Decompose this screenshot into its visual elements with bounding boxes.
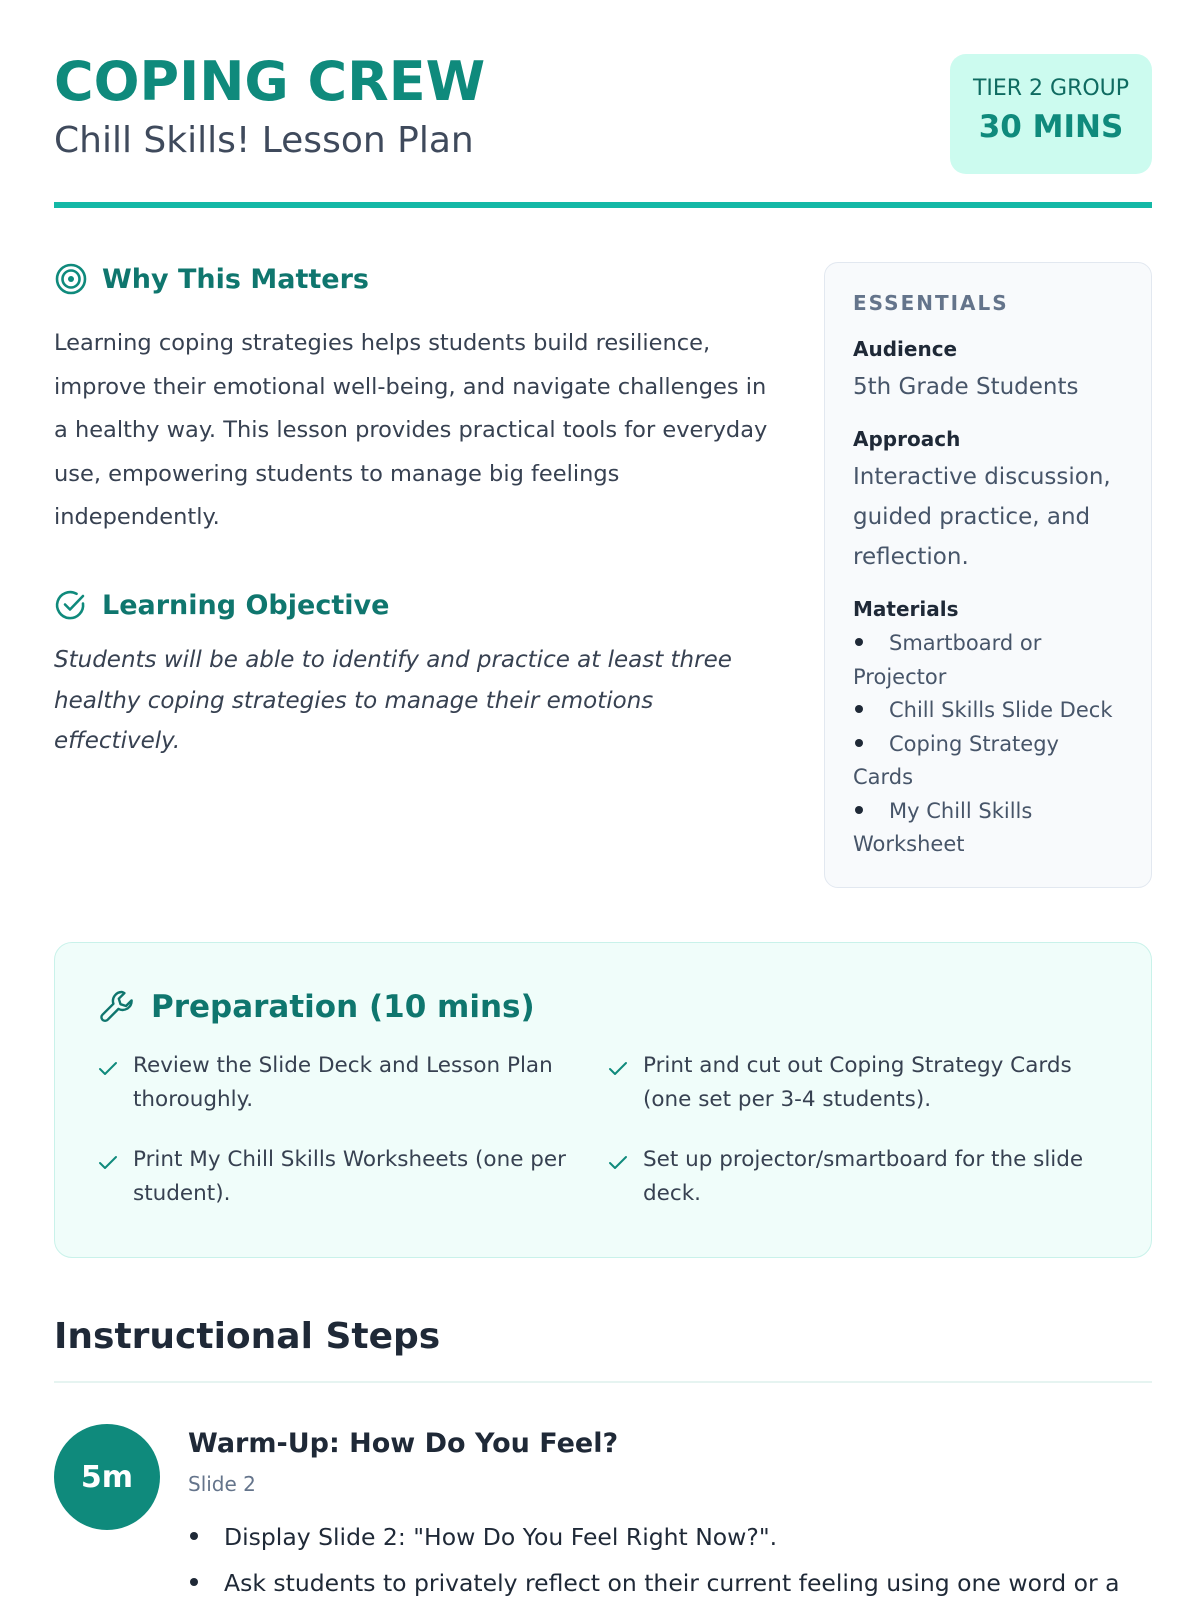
step-slide-ref: Slide 2 bbox=[188, 1472, 256, 1496]
wrench-icon bbox=[97, 987, 137, 1027]
check-icon bbox=[607, 1049, 643, 1117]
why-heading bbox=[54, 262, 369, 296]
steps-heading: Instructional Steps bbox=[54, 1316, 441, 1357]
essentials-heading: ESSENTIALS bbox=[853, 291, 1009, 315]
list-item: Smartboard or Projector bbox=[853, 631, 1042, 689]
header-divider bbox=[54, 202, 1152, 208]
check-icon bbox=[97, 1049, 133, 1117]
why-heading-label: Why This Matters bbox=[102, 263, 369, 295]
approach-value: Interactive discussion, guided practice, and reflection. bbox=[853, 464, 1111, 570]
steps-divider bbox=[54, 1381, 1152, 1383]
prep-item: Review the Slide Deck and Lesson Plan thoroughly. bbox=[97, 1049, 567, 1117]
list-item: Coping Strategy Cards bbox=[853, 731, 1059, 789]
preparation-card bbox=[54, 942, 1152, 1258]
objective-text: Students will be able to identify and practice at least three healthy coping strategies to manage their emotions effectively. bbox=[54, 647, 732, 754]
duration-badge bbox=[950, 54, 1152, 174]
prep-item: Print My Chill Skills Worksheets (one per student). bbox=[97, 1143, 567, 1211]
objective-heading-label: Learning Objective bbox=[102, 589, 390, 621]
page-title: COPING CREW bbox=[54, 50, 486, 113]
step-bullets bbox=[188, 1514, 1152, 1600]
preparation-heading-label: Preparation (10 mins) bbox=[151, 989, 535, 1025]
audience-label: Audience bbox=[853, 337, 958, 361]
list-item: My Chill Skills Worksheet bbox=[853, 798, 1033, 856]
page-subtitle: Chill Skills! Lesson Plan bbox=[54, 120, 474, 161]
badge-duration: 30 MINS bbox=[978, 109, 1124, 145]
why-text: Learning coping strategies helps students build resilience, improve their emotional well-being, and navigate challenges in a healthy way. This lesson provides practical tools for everyday use, empowering students to manage big feelings independently. bbox=[54, 330, 768, 530]
list-item: Chill Skills Slide Deck bbox=[853, 694, 1123, 728]
objective-heading bbox=[54, 588, 389, 622]
audience-value: 5th Grade Students bbox=[853, 374, 1079, 400]
target-icon bbox=[54, 262, 88, 296]
prep-item: Set up projector/smartboard for the slide deck. bbox=[607, 1143, 1107, 1211]
check-icon bbox=[607, 1143, 643, 1211]
list-item: Ask students to privately reflect on their current feeling using one word or a bbox=[188, 1560, 1152, 1600]
header bbox=[54, 52, 1152, 208]
check-circle-icon bbox=[54, 588, 88, 622]
materials-label: Materials bbox=[853, 597, 959, 621]
step-duration-badge: 5m bbox=[54, 1424, 160, 1530]
materials-list bbox=[853, 627, 1123, 862]
approach-label: Approach bbox=[853, 427, 961, 451]
prep-item: Print and cut out Coping Strategy Cards (one set per 3-4 students). bbox=[607, 1049, 1107, 1117]
preparation-heading bbox=[97, 987, 535, 1027]
step-title: Warm-Up: How Do You Feel? bbox=[188, 1428, 619, 1459]
list-item: Display Slide 2: "How Do You Feel Right Now?". bbox=[188, 1514, 1152, 1560]
check-icon bbox=[97, 1143, 133, 1211]
essentials-card bbox=[824, 262, 1152, 888]
badge-group-label: TIER 2 GROUP bbox=[972, 76, 1130, 101]
